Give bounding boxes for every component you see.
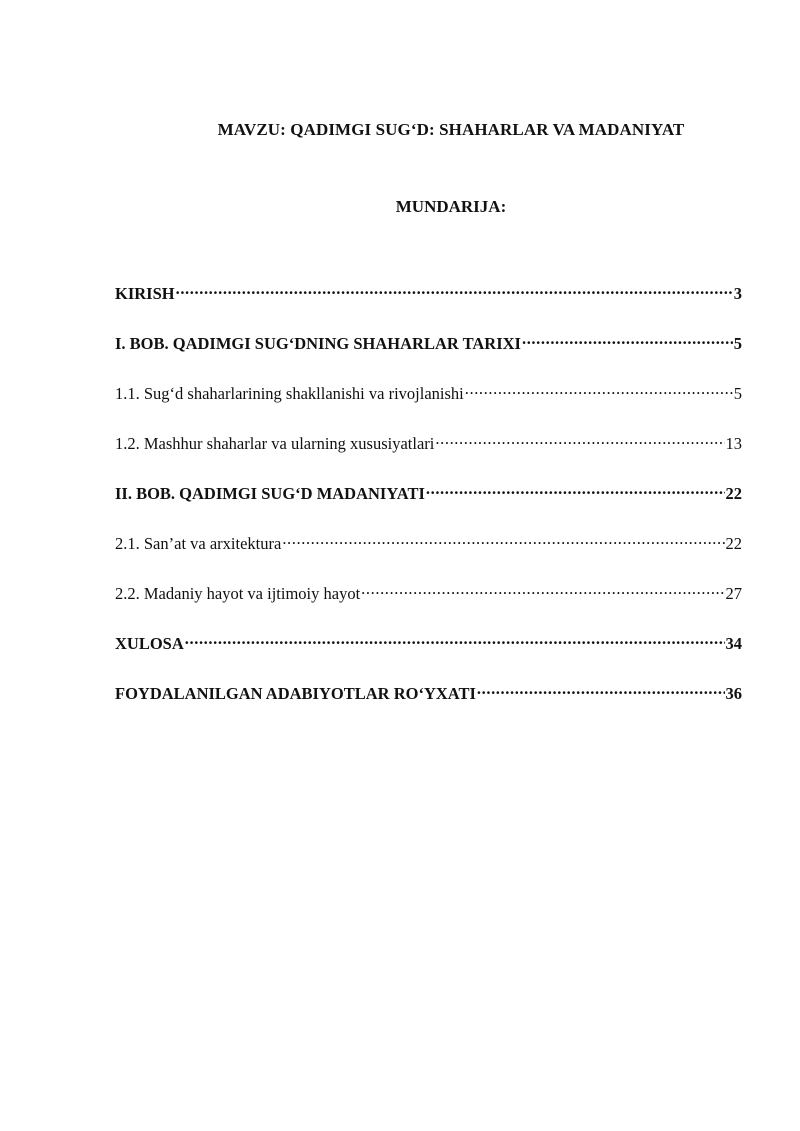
toc-entry-label: KIRISH [115, 283, 175, 303]
toc-entry-section-1-1 [115, 382, 742, 432]
toc-entry-label: 2.2. Madaniy hayot va ijtimoiy hayot [115, 583, 361, 603]
toc-entry-label: 1.1. Sug‘d shaharlarining shakllanishi va rivojlanishi [115, 383, 464, 403]
table-of-contents [115, 282, 742, 732]
toc-entry-label: FOYDALANILGAN ADABIYOTLAR RO‘YXATI [115, 683, 476, 703]
toc-heading: MUNDARIJA: [395, 197, 507, 216]
toc-dot-leader [361, 582, 724, 599]
document-title: MAVZU: QADIMGI SUG‘D: SHAHARLAR VA MADANIYAT [217, 120, 685, 139]
toc-entry-label: XULOSA [115, 633, 184, 653]
toc-entry-chapter-2 [115, 482, 742, 532]
toc-dot-leader [176, 282, 733, 299]
toc-entry-xulosa [115, 632, 742, 682]
toc-entry-chapter-1 [115, 332, 742, 382]
toc-dot-leader [185, 632, 725, 649]
toc-entry-page: 22 [725, 533, 742, 553]
toc-entry-bibliography [115, 682, 742, 732]
toc-entry-page: 34 [725, 633, 742, 653]
toc-entry-page: 13 [725, 433, 742, 453]
toc-entry-kirish [115, 282, 742, 332]
toc-dot-leader [465, 382, 733, 399]
toc-dot-leader [435, 432, 724, 449]
toc-entry-label: II. BOB. QADIMGI SUG‘D MADANIYATI [115, 483, 425, 503]
toc-dot-leader [282, 532, 724, 549]
toc-entry-page: 27 [725, 583, 742, 603]
toc-entry-label: 1.2. Mashhur shaharlar va ularning xususiyatlari [115, 433, 435, 453]
toc-entry-page: 22 [725, 483, 742, 503]
toc-entry-page: 36 [725, 683, 742, 703]
toc-dot-leader [522, 332, 733, 349]
toc-entry-section-2-2 [115, 582, 742, 632]
toc-entry-page: 5 [733, 383, 742, 403]
toc-entry-section-2-1 [115, 532, 742, 582]
toc-entry-page: 3 [733, 283, 742, 303]
toc-dot-leader [426, 482, 725, 499]
toc-entry-label: I. BOB. QADIMGI SUG‘DNING SHAHARLAR TARIXI [115, 333, 521, 353]
toc-entry-label: 2.1. San’at va arxitektura [115, 533, 282, 553]
toc-entry-section-1-2 [115, 432, 742, 482]
toc-dot-leader [477, 682, 725, 699]
toc-entry-page: 5 [733, 333, 742, 353]
